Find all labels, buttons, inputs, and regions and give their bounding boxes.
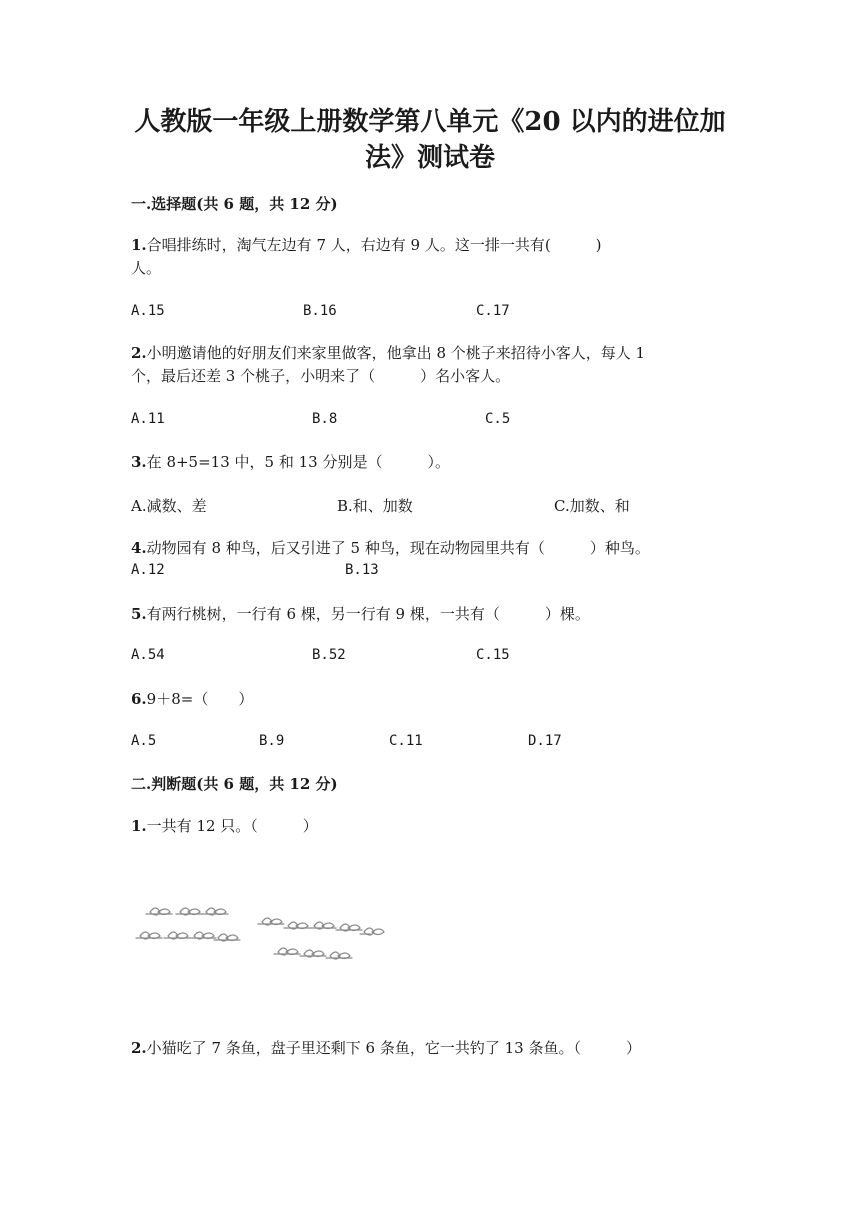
question-1-3 [131, 451, 721, 474]
section-1-heading: 一.选择题(共 6 题，共 12 分) [131, 195, 338, 213]
question-2-1 [131, 815, 721, 838]
question-1-2 [131, 342, 721, 388]
option-c: C.11 [389, 733, 423, 749]
question-text: 小明邀请他的好朋友们来家里做客，他拿出 8 个桃子来招待小客人，每人 1 [146, 344, 646, 362]
question-text-cont: 人。 [131, 259, 162, 277]
option-b: B.16 [303, 303, 337, 319]
question-number: 1. [131, 817, 147, 835]
question-1-4 [131, 537, 721, 560]
option-b: B.52 [312, 647, 346, 663]
question-text: 一共有 12 只。（ ） [146, 817, 318, 835]
question-text: 小猫吃了 7 条鱼，盘子里还剩下 6 条鱼，它一共钓了 13 条鱼。（ ） [146, 1039, 641, 1057]
option-c: C.17 [476, 303, 510, 319]
question-text-cont: 个，最后还差 3 个桃子，小明来了（ ）名小客人。 [131, 367, 511, 385]
option-b: B.8 [312, 411, 338, 427]
option-d: D.17 [528, 733, 562, 749]
title-line-1: 人教版一年级上册数学第八单元《20 以内的进位加 [134, 107, 726, 137]
question-1-1 [131, 234, 721, 280]
question-number: 5. [131, 605, 147, 623]
option-a: A.11 [131, 411, 165, 427]
question-text: 在 8+5=13 中，5 和 13 分别是（ ）。 [146, 453, 450, 471]
question-number: 2. [131, 1039, 147, 1057]
question-number: 6. [131, 690, 147, 708]
question-text: 9＋8=（ ） [146, 690, 254, 708]
question-2-2 [131, 1037, 721, 1060]
option-c: C.5 [485, 411, 511, 427]
option-a: A.5 [131, 733, 157, 749]
question-text: 动物园有 8 种鸟，后又引进了 5 种鸟，现在动物园里共有（ ）种鸟。 [146, 539, 650, 557]
question-text: 合唱排练时，淘气左边有 7 人，右边有 9 人。这一排一共有( ) [146, 236, 602, 254]
question-text: 有两行桃树，一行有 6 棵，另一行有 9 棵，一共有（ ）棵。 [146, 605, 590, 623]
dragonfly-group-icon [128, 896, 388, 976]
option-c: C.15 [476, 647, 510, 663]
question-1-6 [131, 688, 721, 711]
title-line-2: 法》测试卷 [364, 143, 495, 173]
question-number: 3. [131, 453, 147, 471]
option-c: C.加数、和 [554, 497, 630, 515]
option-b: B.13 [345, 562, 379, 578]
page-title [130, 104, 730, 176]
question-number: 1. [131, 236, 147, 254]
section-2-heading: 二.判断题(共 6 题，共 12 分) [131, 775, 338, 793]
option-a: A.15 [131, 303, 165, 319]
question-number: 2. [131, 344, 147, 362]
option-a: A.减数、差 [131, 497, 207, 515]
option-b: B.和、加数 [337, 497, 413, 515]
question-number: 4. [131, 539, 147, 557]
question-1-5 [131, 603, 721, 626]
option-a: A.12 [131, 562, 165, 578]
option-b: B.9 [259, 733, 285, 749]
option-a: A.54 [131, 647, 165, 663]
